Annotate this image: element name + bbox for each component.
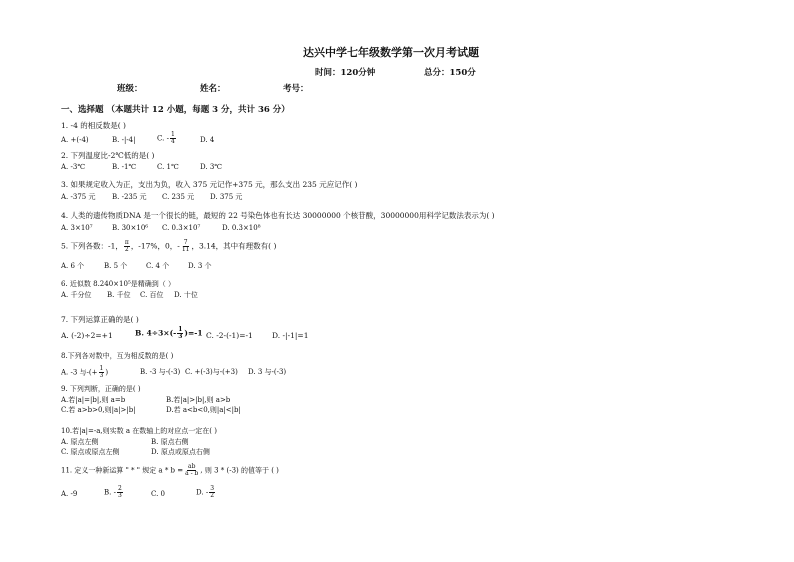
question-7-option-c: C. -2-(-1)=-1 bbox=[206, 331, 253, 340]
question-4-option-b: B. 30×10⁶ bbox=[112, 224, 149, 232]
question-8-stem: 8.下列各对数中，互为相反数的是( ) bbox=[61, 352, 174, 360]
question-7-option-b: B. 4÷3×(- $\frac{1}{3}$ )=-1 bbox=[135, 326, 203, 340]
question-3-option-c: C. 235 元 bbox=[162, 193, 195, 201]
question-4-stem: 4. 人类的遗传物质DNA 是一个很长的链，最短的 22 号染色体也有长达 30000000 个核苷酸，30000000用科学记数法表示为( ) bbox=[61, 211, 495, 220]
question-10-option-c: C. 原点或原点左侧 bbox=[61, 448, 120, 456]
exam-number-label: 考号： bbox=[283, 84, 309, 94]
exam-time: 时间：120分钟 bbox=[315, 68, 376, 78]
class-label: 班级： bbox=[117, 84, 143, 94]
question-1-option-b: B. -|-4| bbox=[112, 136, 136, 144]
question-5-option-a: A. 6 个 bbox=[61, 262, 85, 270]
question-2-option-b: B. -1℃ bbox=[112, 163, 137, 171]
question-3-option-d: D. 375 元 bbox=[210, 193, 243, 201]
question-5-option-c: C. 4 个 bbox=[146, 262, 170, 270]
question-2-option-d: D. 3℃ bbox=[200, 163, 223, 171]
question-1-option-a: A. +(-4) bbox=[61, 136, 89, 144]
exam-title: 达兴中学七年级数学第一次月考试题 bbox=[303, 46, 479, 59]
question-9-option-c: C.若 a>b>0,则|a|>|b| bbox=[61, 406, 136, 414]
question-3-option-b: B. -235 元 bbox=[112, 193, 147, 201]
question-7-option-d: D. -|-1|=1 bbox=[272, 331, 309, 340]
question-9-option-d: D.若 a<b<0,则|a|<|b| bbox=[166, 406, 241, 414]
question-1-option-c: C. - $\frac{1}{4}$ bbox=[157, 131, 175, 145]
question-11-stem: 11. 定义一种新运算 " * " 规定 a * b = $\frac{ab}{a - b}$ , 则 3 * (-3) 的值等于 ( ) bbox=[61, 463, 279, 477]
question-4-option-c: C. 0.3×10⁷ bbox=[162, 224, 201, 232]
section-heading: 一、选择题 （本题共计 12 小题，每题 3 分，共计 36 分） bbox=[61, 105, 290, 115]
question-9-option-b: B.若|a|>|b|,则 a>b bbox=[166, 396, 231, 404]
question-1-stem: 1. -4 的相反数是( ) bbox=[61, 121, 126, 130]
question-2-stem: 2. 下列温度比-2℃低的是( ) bbox=[61, 151, 155, 160]
question-5-stem: 5. 下列各数：-1， $\frac{\pi}{2}$ ，-17%，0，- $\frac{7}{11}$ ，3.14，其中有理数有( ) bbox=[61, 239, 277, 253]
question-7-stem: 7. 下列运算正确的是( ) bbox=[61, 315, 139, 324]
question-6-option-b: B. 千位 bbox=[107, 291, 131, 299]
question-5-option-d: D. 3 个 bbox=[188, 262, 212, 270]
exam-total-score: 总分：150分 bbox=[424, 68, 476, 78]
question-4-option-a: A. 3×10⁷ bbox=[61, 224, 93, 232]
question-9-stem: 9. 下列判断，正确的是( ) bbox=[61, 385, 141, 393]
question-10-option-a: A. 原点左侧 bbox=[61, 438, 99, 446]
question-2-option-a: A. -3℃ bbox=[61, 163, 86, 171]
question-11-option-c: C. 0 bbox=[151, 490, 166, 498]
question-11-option-d: D. - $\frac{3}{2}$ bbox=[196, 485, 215, 499]
question-7-option-a: A. (-2)÷2=+1 bbox=[61, 331, 113, 340]
question-2-option-c: C. 1℃ bbox=[157, 163, 179, 171]
name-label: 姓名： bbox=[200, 84, 226, 94]
question-1-option-d: D. 4 bbox=[200, 136, 215, 144]
question-5-option-b: B. 5 个 bbox=[104, 262, 128, 270]
question-11-option-b: B. - $\frac{2}{3}$ bbox=[104, 485, 122, 499]
question-10-option-d: D. 原点或原点右侧 bbox=[151, 448, 210, 456]
question-10-option-b: B. 原点右侧 bbox=[151, 438, 189, 446]
question-6-option-c: C. 百位 bbox=[140, 291, 164, 299]
question-6-option-d: D. 十位 bbox=[174, 291, 198, 299]
question-6-option-a: A. 千分位 bbox=[61, 291, 92, 299]
question-4-option-d: D. 0.3×10⁸ bbox=[222, 224, 261, 232]
question-8-option-d: D. 3 与-(-3) bbox=[248, 368, 287, 376]
question-3-stem: 3. 如果规定收入为正，支出为负，收入 375 元记作+375 元，那么支出 235 元应记作( ) bbox=[61, 180, 358, 189]
question-8-option-b: B. -3 与-(-3) bbox=[140, 368, 181, 376]
question-3-option-a: A. -375 元 bbox=[61, 193, 96, 201]
question-10-stem: 10.若|a|=-a,则实数 a 在数轴上的对应点一定在( ) bbox=[61, 427, 217, 435]
question-6-stem: 6. 近似数 8.240×10⁵是精确到（ ） bbox=[61, 280, 175, 288]
question-11-option-a: A. -9 bbox=[61, 490, 78, 498]
question-8-option-c: C. +(-3)与-(+3) bbox=[185, 368, 238, 376]
question-9-option-a: A.若|a|=|b|,则 a=b bbox=[61, 396, 126, 404]
question-8-option-a: A. -3 与-(+ $\frac{1}{3}$ ) bbox=[61, 365, 109, 379]
